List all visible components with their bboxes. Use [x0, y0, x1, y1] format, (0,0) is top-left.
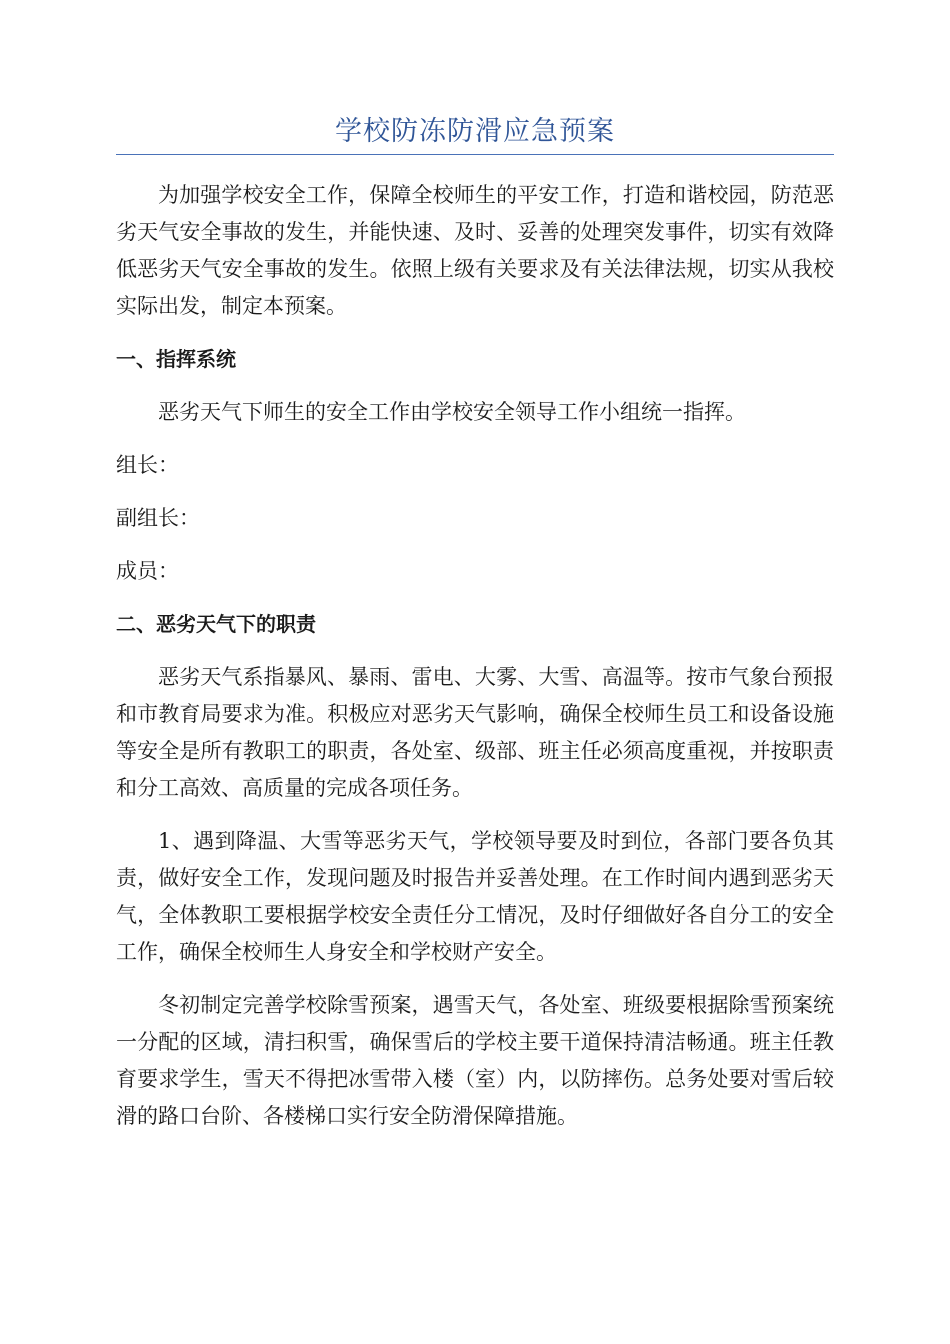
leader-label: 组长：: [116, 453, 179, 477]
section-2-heading: 二、恶劣天气下的职责: [116, 612, 316, 636]
section-2-paragraph-3: 冬初制定完善学校除雪预案，遇雪天气，各处室、班级要根据除雪预案统一分配的区域，清扫积雪，确保雪后的学校主要干道保持清洁畅通。班主任教育要求学生，雪天不得把冰雪带入楼（室）内，以防摔伤。总务处要对雪后较滑的路口台阶、各楼梯口实行安全防滑保障措施。: [116, 993, 834, 1128]
section-1-heading: 一、指挥系统: [116, 347, 236, 371]
members-label: 成员：: [116, 559, 179, 583]
deputy-leader-label: 副组长：: [116, 506, 200, 530]
section-1-text: 恶劣天气下师生的安全工作由学校安全领导工作小组统一指挥。: [158, 400, 746, 424]
document-title: 学校防冻防滑应急预案: [116, 112, 834, 155]
section-2-paragraph-2: 1、遇到降温、大雪等恶劣天气，学校领导要及时到位，各部门要各负其责，做好安全工作，发现问题及时报告并妥善处理。在工作时间内遇到恶劣天气，全体教职工要根据学校安全责任分工情况，及时仔细做好各自分工的安全工作，确保全校师生人身安全和学校财产安全。: [116, 829, 834, 964]
section-2-paragraph-1: 恶劣天气系指暴风、暴雨、雷电、大雾、大雪、高温等。按市气象台预报和市教育局要求为准。积极应对恶劣天气影响，确保全校师生员工和设备设施等安全是所有教职工的职责，各处室、级部、班主任必须高度重视，并按职责和分工高效、高质量的完成各项任务。: [116, 665, 834, 800]
intro-paragraph: 为加强学校安全工作，保障全校师生的平安工作，打造和谐校园，防范恶劣天气安全事故的发生，并能快速、及时、妥善的处理突发事件，切实有效降低恶劣天气安全事故的发生。依照上级有关要求及有关法律法规，切实从我校实际出发，制定本预案。: [116, 183, 834, 318]
document-page: [116, 112, 834, 1135]
